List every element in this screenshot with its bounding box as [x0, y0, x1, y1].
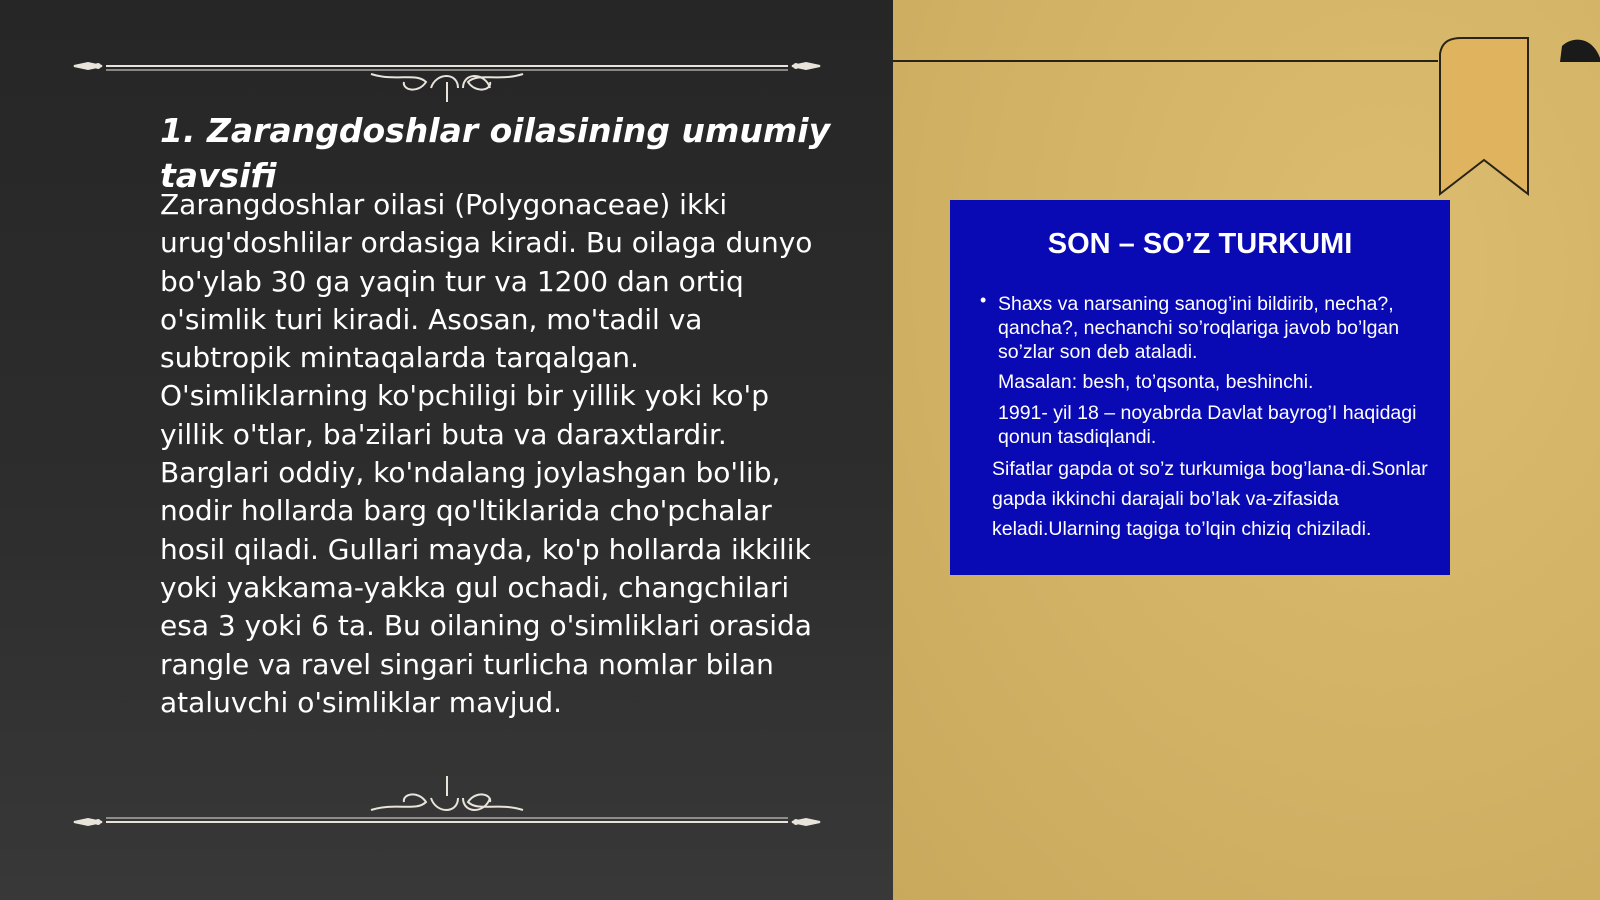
- card-paragraph-syntax-role: Sifatlar gapda ot so’z turkumiga bog’lana-di.Sonlar gapda ikkinchi darajali bo’lak va-zifasida keladi.Ularning tagiga to’lqin chiziq chiziladi.: [992, 458, 1428, 540]
- card-paragraph-example: Masalan: besh, to’qsonta, beshinchi.: [998, 371, 1314, 393]
- card-title: SON – SO’Z TURKUMI: [1047, 228, 1353, 260]
- bookmark-ribbon-icon: [1432, 34, 1600, 204]
- slide-body-text: Zarangdoshlar oilasi (Polygonaceae) ikki urug'doshlilar ordasiga kiradi. Bu oilaga dunyo bo'ylab 30 ga yaqin tur va 1200 dan ortiq o'simlik turi kiradi. Asosan, mo'tadil va subtropik mintaqalarda tarqalgan. O'simliklarning ko'pchiligi bir yillik yoki ko'p yillik o'tlar, ba'zilari buta va daraxtlardir. Barglari oddiy, ko'ndalang joylashgan bo'lib, nodir hollarda barg qo'ltiklarida cho'pchalar hosil qiladi. Gullari mayda, ko'p hollarda ikkilik yoki yakkama-yakka gul ochadi, changchilari esa 3 yoki 6 ta. Bu oilaning o'simliklari orasida rangle va ravel singari turlicha nomlar bilan ataluvchi o'simliklar mavjud.: [160, 188, 813, 719]
- slide-title: 1. Zarangdoshlar oilasining umumiy tavsifi: [160, 111, 831, 195]
- card-paragraph-definition: Shaxs va narsaning sanog’ini bildirib, necha?, qancha?, nechanchi so’roqlariga javob bo’lgan so’zlar son deb ataladi.: [998, 293, 1400, 363]
- ornament-divider-top-icon: [66, 42, 828, 102]
- header-rule-line: [893, 60, 1438, 62]
- ornament-divider-bottom-icon: [66, 772, 828, 832]
- bullet-dot: •: [980, 290, 987, 310]
- card-paragraph-date-example: 1991- yil 18 – noyabrda Davlat bayrog’I haqidagi qonun tasdiqlandi.: [998, 402, 1417, 448]
- son-soz-turkumi-card: [950, 200, 1450, 575]
